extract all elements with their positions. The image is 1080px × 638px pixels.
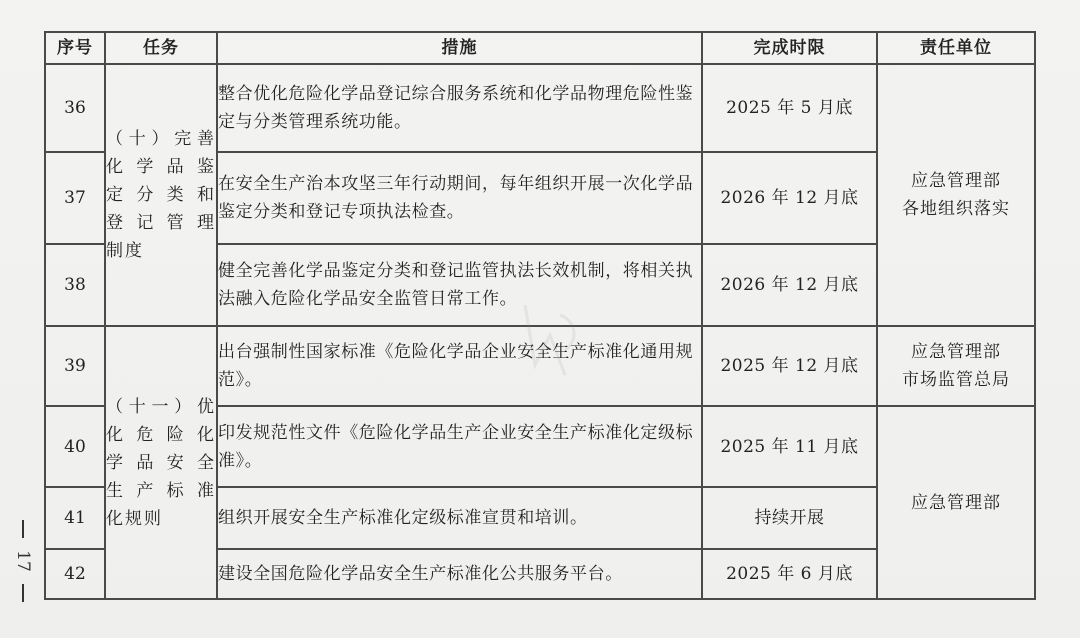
task-line: 化规则 [106,508,163,529]
deadline-cell: 2026 年 12 月底 [702,244,877,326]
unit-line: 市场监管总局 [902,370,1010,390]
row-number: 42 [45,549,105,599]
deadline-cell: 持续开展 [702,487,877,549]
page-number-text: 17 [13,550,33,572]
row-number: 36 [45,64,105,152]
header-deadline: 完成时限 [702,32,877,64]
task-line: 定分类和 [106,185,216,205]
task-line: 制度 [106,241,144,261]
unit-line: 应急管理部 [911,492,1001,513]
dash-bottom [22,584,24,602]
deadline-cell: 2025 年 5 月底 [702,64,877,152]
task-line: （十）完善 [106,129,216,149]
page-number [12,520,34,612]
header-measure: 措施 [217,32,702,64]
deadline-cell: 2025 年 6 月底 [702,549,877,599]
task-line: 化危险化 [106,424,216,445]
deadline-cell: 2025 年 11 月底 [702,406,877,487]
task-cell [105,64,217,326]
measure-cell: 在安全生产治本攻坚三年行动期间，每年组织开展一次化学品鉴定分类和登记专项执法检查。 [217,152,702,244]
row-number: 41 [45,487,105,549]
row-number: 40 [45,406,105,487]
task-line: 登记管理 [106,213,216,233]
task-line: 化学品鉴 [106,157,216,177]
task-cell [105,326,217,599]
task-line: 学品安全 [106,452,216,473]
unit-line: 应急管理部 [911,171,1001,191]
unit-line: 应急管理部 [911,342,1001,362]
table-header-row [45,32,1035,64]
measure-cell: 组织开展安全生产标准化定级标准宣贯和培训。 [217,487,702,549]
header-unit: 责任单位 [877,32,1035,64]
unit-cell [877,64,1035,326]
table-row [45,64,1035,152]
measure-cell: 整合优化危险化学品登记综合服务系统和化学品物理危险性鉴定与分类管理系统功能。 [217,64,702,152]
measure-cell: 健全完善化学品鉴定分类和登记监管执法长效机制，将相关执法融入危险化学品安全监管日常工作。 [217,244,702,326]
measure-cell: 印发规范性文件《危险化学品生产企业安全生产标准化定级标准》。 [217,406,702,487]
task-line: （十一）优 [106,396,216,417]
deadline-cell: 2026 年 12 月底 [702,152,877,244]
task-line: 生产标准 [106,480,216,501]
unit-cell [877,326,1035,406]
measure-cell: 出台强制性国家标准《危险化学品企业安全生产标准化通用规范》。 [217,326,702,406]
dash-top [22,520,24,538]
measure-cell: 建设全国危险化学品安全生产标准化公共服务平台。 [217,549,702,599]
faint-watermark-mark [505,295,595,385]
row-number: 38 [45,244,105,326]
deadline-cell: 2025 年 12 月底 [702,326,877,406]
row-number: 37 [45,152,105,244]
header-task: 任务 [105,32,217,64]
unit-cell [877,406,1035,599]
unit-line: 各地组织落实 [902,199,1010,219]
header-seq: 序号 [45,32,105,64]
row-number: 39 [45,326,105,406]
